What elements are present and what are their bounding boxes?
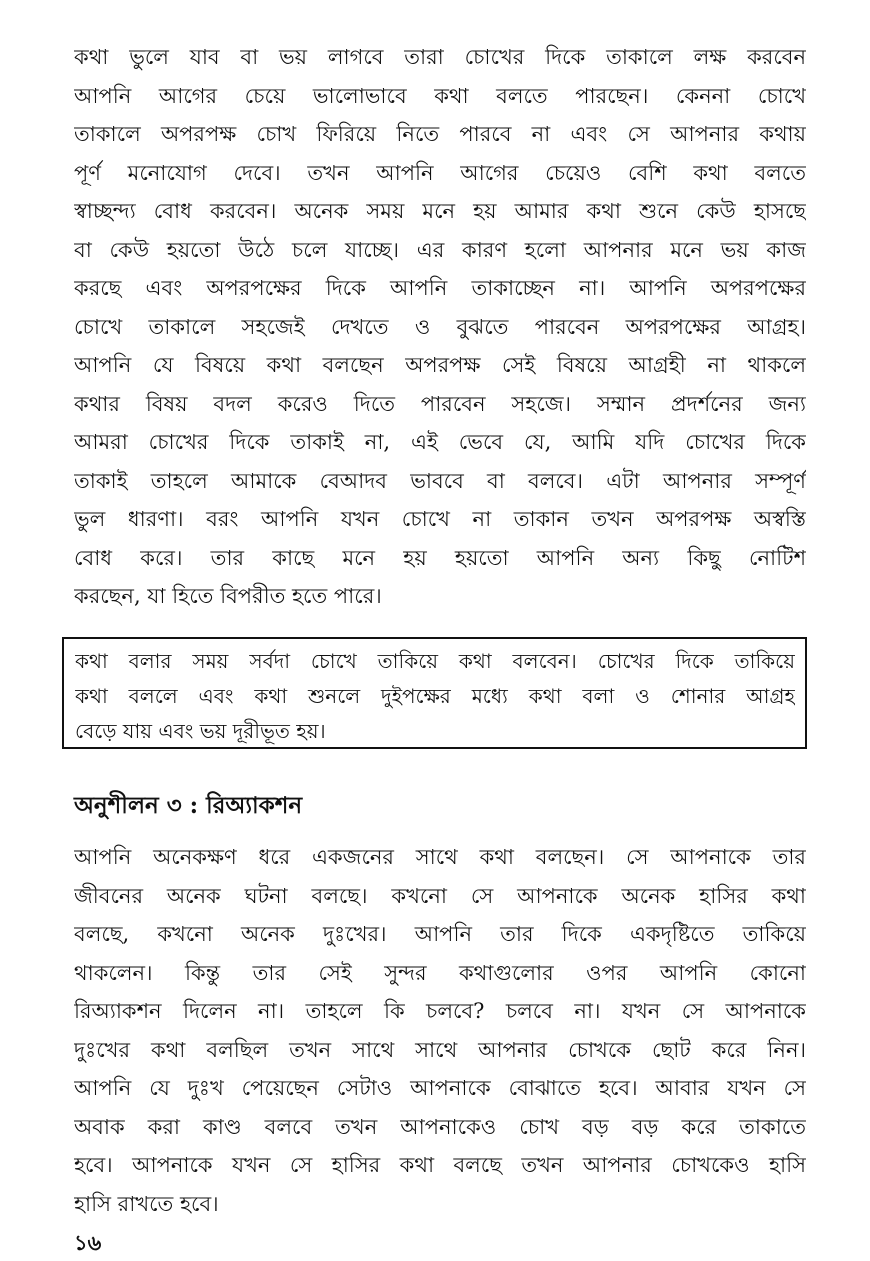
- text-line: বলছে, কখনো অনেক দুঃখের। আপনি তার দিকে একদৃষ্টিতে তাকিয়ে: [74, 922, 806, 946]
- callout-line: কথা বলার সময় সর্বদা চোখে তাকিয়ে কথা বলবেন। চোখের দিকে তাকিয়ে: [75, 649, 795, 673]
- text-line: বোধ করে। তার কাছে মনে হয় হয়তো আপনি অন্য কিছু নোটিশ: [74, 545, 806, 570]
- text-line: ভুল ধারণা। বরং আপনি যখন চোখে না তাকান তখন অপরপক্ষ অস্বস্তি: [74, 507, 806, 531]
- text-line: তাকাই তাহলে আমাকে বেআদব ভাববে বা বলবে। এটা আপনার সম্পূর্ণ: [74, 468, 806, 493]
- text-line: করছে এবং অপরপক্ষের দিকে আপনি তাকাচ্ছেন না। আপনি অপরপক্ষের: [74, 276, 806, 300]
- text-line: চোখে তাকালে সহজেই দেখতে ও বুঝতে পারবেন অপরপক্ষের আগ্রহ।: [74, 314, 806, 339]
- text-line: হবে। আপনাকে যখন সে হাসির কথা বলছে তখন আপনার চোখকেও হাসি: [74, 1153, 806, 1177]
- text-line: আমরা চোখের দিকে তাকাই না, এই ভেবে যে, আমি যদি চোখের দিকে: [74, 430, 806, 454]
- text-line: কথার বিষয় বদল করেও দিতে পারবেন সহজে। সম্মান প্রদর্শনের জন্য: [74, 391, 806, 416]
- text-line: রিঅ্যাকশন দিলেন না। তাহলে কি চলবে? চলবে না। যখন সে আপনাকে: [74, 999, 806, 1023]
- text-line: বা কেউ হয়তো উঠে চলে যাচ্ছে। এর কারণ হলো আপনার মনে ভয় কাজ: [74, 237, 806, 262]
- section-heading: অনুশীলন ৩ : রিঅ্যাকশন: [74, 792, 303, 819]
- text-line: আপনি যে দুঃখ পেয়েছেন সেটাও আপনাকে বোঝাতে হবে। আবার যখন সে: [74, 1076, 806, 1100]
- text-line: জীবনের অনেক ঘটনা বলছে। কখনো সে আপনাকে অনেক হাসির কথা: [74, 883, 806, 908]
- text-line: করছেন, যা হিতে বিপরীত হতে পারে।: [74, 584, 382, 608]
- callout-line: বেড়ে যায় এবং ভয় দূরীভূত হয়।: [75, 719, 326, 743]
- text-line: স্বাচ্ছন্দ্য বোধ করবেন। অনেক সময় মনে হয় আমার কথা শুনে কেউ হাসছে: [74, 199, 806, 223]
- callout-box: [62, 637, 807, 749]
- text-line: পূর্ণ মনোযোগ দেবে। তখন আপনি আগের চেয়েও বেশি কথা বলতে: [74, 160, 806, 185]
- text-line: আপনি অনেকক্ষণ ধরে একজনের সাথে কথা বলছেন। সে আপনাকে তার: [74, 845, 806, 869]
- callout-text: [75, 644, 795, 749]
- callout-line: কথা বললে এবং কথা শুনলে দুইপক্ষের মধ্যে কথা বলা ও শোনার আগ্রহ: [75, 684, 795, 708]
- text-line: কথা ভুলে যাব বা ভয় লাগবে তারা চোখের দিকে তাকালে লক্ষ করবেন: [74, 45, 806, 69]
- text-line: অবাক করা কাণ্ড বলবে তখন আপনাকেও চোখ বড় বড় করে তাকাতে: [74, 1114, 806, 1139]
- body-paragraph-reaction: [74, 838, 806, 1223]
- text-line: তাকালে অপরপক্ষ চোখ ফিরিয়ে নিতে পারবে না এবং সে আপনার কথায়: [74, 122, 806, 146]
- page-number: ১৬: [74, 1230, 102, 1255]
- body-paragraph-eye-contact: [74, 38, 806, 616]
- text-line: হাসি রাখতে হবে।: [74, 1191, 219, 1216]
- text-line: দুঃখের কথা বলছিল তখন সাথে সাথে আপনার চোখকে ছোট করে নিন।: [74, 1037, 806, 1062]
- text-line: থাকলেন। কিন্তু তার সেই সুন্দর কথাগুলোর ওপর আপনি কোনো: [74, 960, 806, 985]
- text-line: আপনি আগের চেয়ে ভালোভাবে কথা বলতে পারছেন। কেননা চোখে: [74, 83, 806, 108]
- text-line: আপনি যে বিষয়ে কথা বলছেন অপরপক্ষ সেই বিষয়ে আগ্রহী না থাকলে: [74, 353, 806, 377]
